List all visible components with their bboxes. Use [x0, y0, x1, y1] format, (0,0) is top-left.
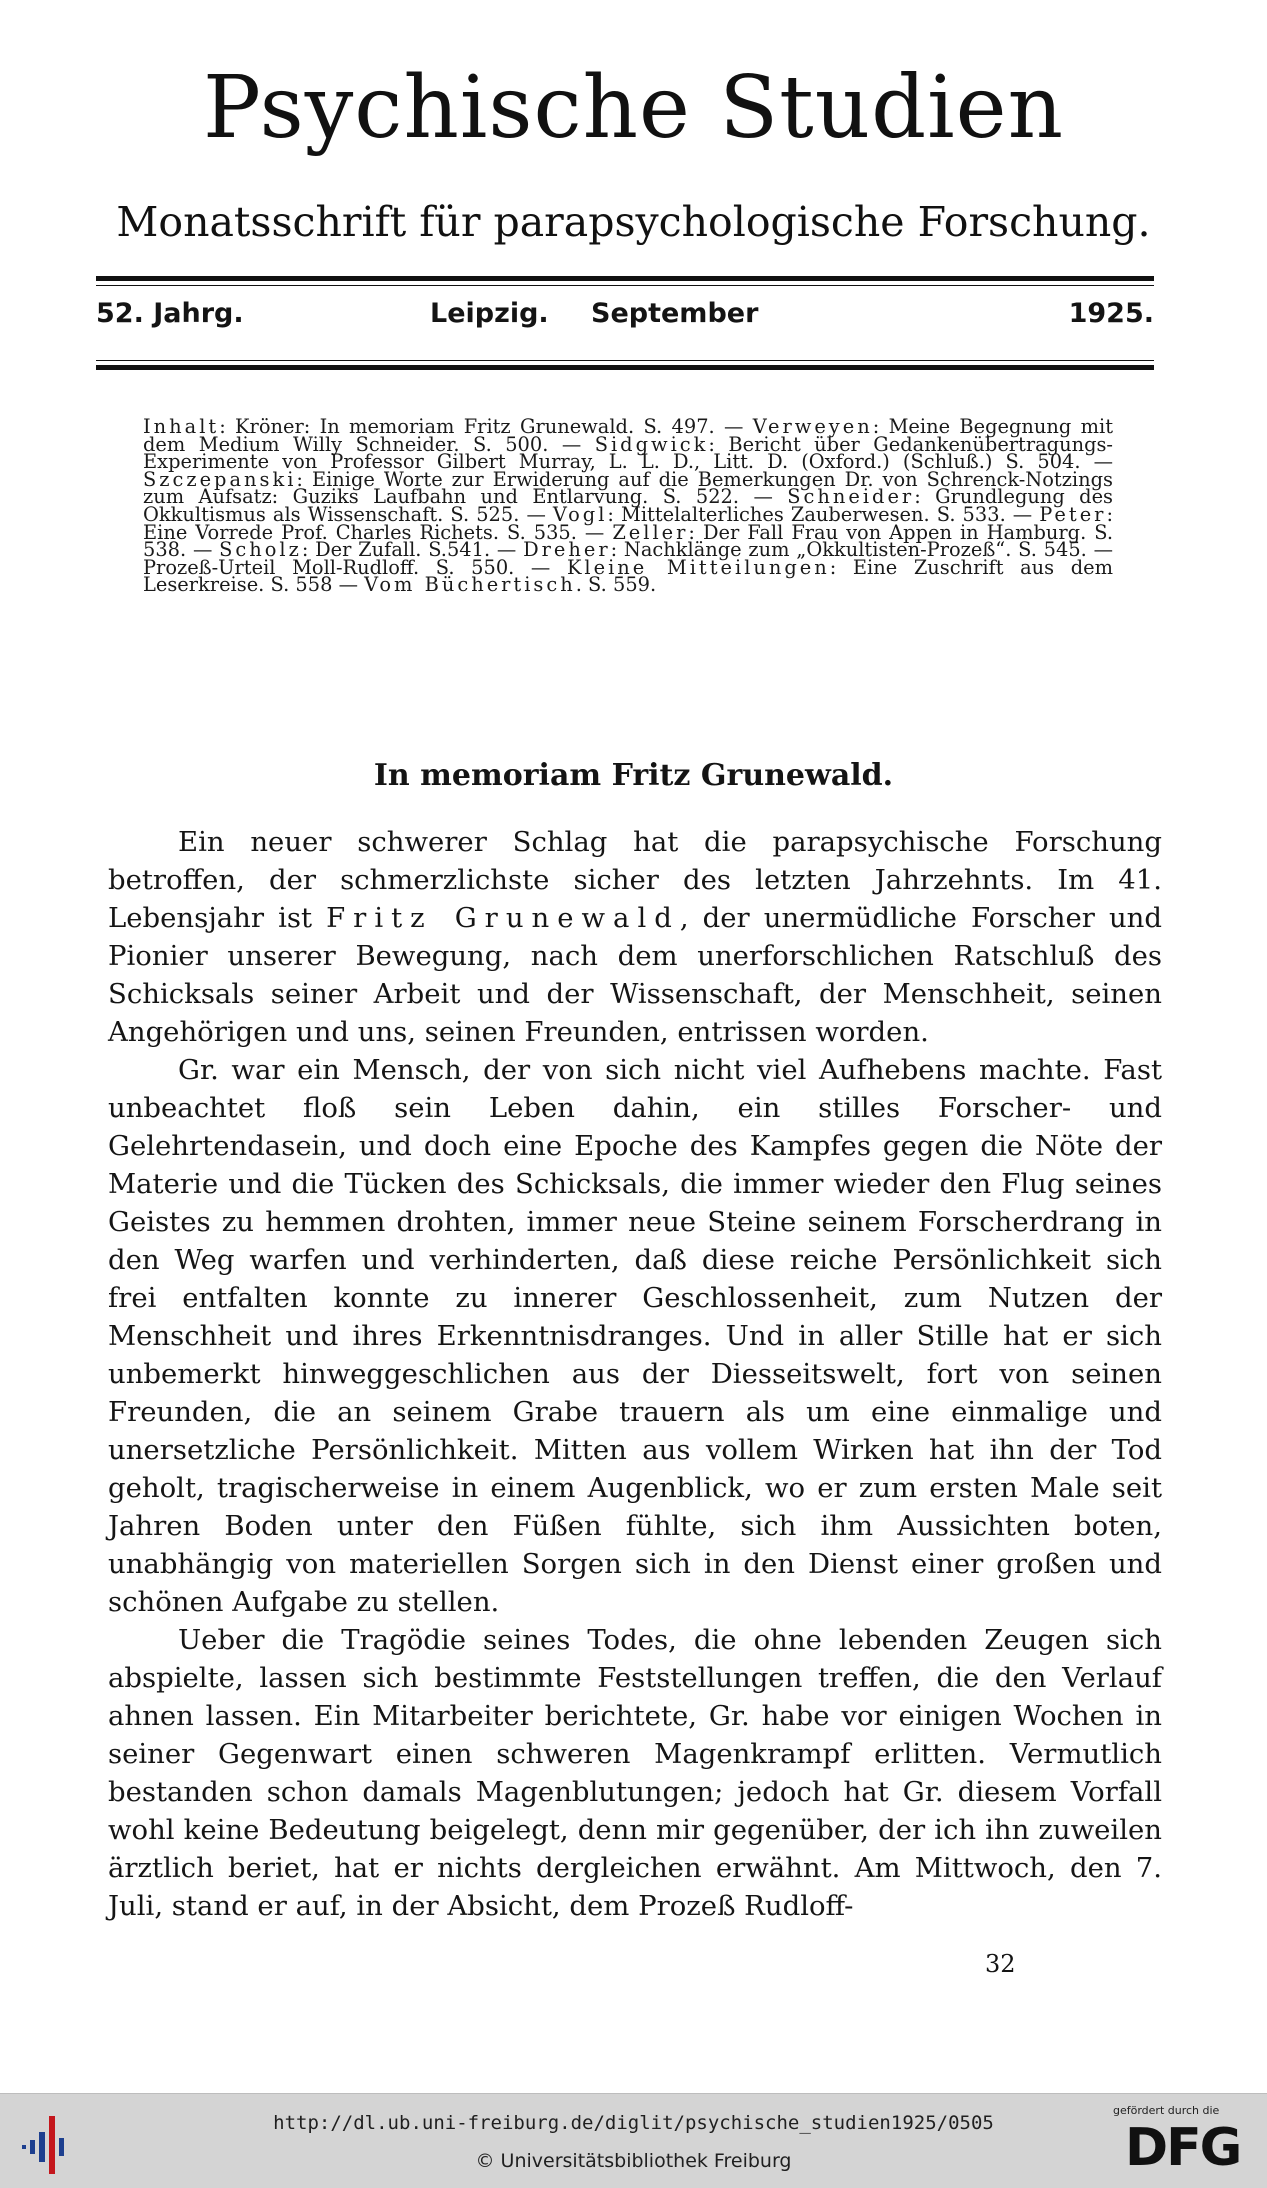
contents-text: : Kröner: In memoriam Fritz Grunewald. S. 497. — [219, 415, 753, 438]
paragraph-text: Ueber die Tragödie seines Todes, die ohne lebenden Zeugen sich abspielte, lassen sich bestimmte Feststellungen treffen, die den Verlauf ahnen lassen. Ein Mitarbeiter berichtete, Gr. habe vor einigen Wochen in seiner Gegenwart einen schweren Magenkrampf erlitten. Vermutlich bestanden schon damals Magenblutungen; jedoch hat Gr. diesem Vorfall wohl keine Bedeutung beigelegt, denn mir gegenüber, der ich ihn zuweilen ärztlich beriet, hat er nichts dergleichen erwähnt. Am Mittwoch, den 7. Juli, stand er auf, in der Absicht, dem Prozeß Rudloff- [108, 1624, 1162, 1922]
contents-author: Dreher [523, 538, 611, 562]
masthead-rule-thin-top [96, 285, 1154, 286]
contents-author: Sidgwick [594, 432, 709, 456]
dfg-note: gefördert durch die [1113, 2104, 1220, 2117]
spaced-name: Fritz Grunewald [326, 902, 680, 934]
paragraph-text: Gr. war ein Mensch, der von sich nicht viel Aufhebens machte. Fast unbeachtet floß sein Leben dahin, ein stilles Forscher- und Gelehrtendasein, und doch eine Epoche des Kampfes gegen die Nöte der Materie und die Tücken des Schicksals, die immer wieder den Flug seines Geistes zu hemmen drohten, immer neue Steine seinem Forscherdrang in den Weg warfen und verhinderten, daß diese reiche Persönlichkeit sich frei entfalten konnte zu innerer Geschlossenheit, zum Nutzen der Menschheit und ihres Erkenntnisdranges. Und in aller Stille hat er sich unbemerkt hinweggeschlichen aus der Diesseitswelt, fort von seinen Freunden, die an seinem Grabe trauern als um eine einmalige und unersetzliche Persönlichkeit. Mitten aus vollem Wirken hat ihn der Tod geholt, tragischerweise in einem Augenblick, wo er zum ersten Male seit Jahren Boden unter den Füßen fühlte, sich ihm Aussichten boten, unabhängig von materiellen Sorgen sich in den Dienst einer großen und schönen Aufgabe zu stellen. [108, 1054, 1162, 1618]
paragraph-text: Ein neuer schwerer Schlag hat die parapsychische Forschung betroffen, der schmerzlichste sicher des letzten Jahrzehnts. Im 41. Lebensjahr ist [108, 826, 1162, 934]
viewer-footer [0, 2093, 1267, 2188]
masthead-rule-thick-bottom [96, 365, 1154, 370]
contents-author: Vom Büchertisch [364, 573, 576, 597]
contents-author: Schneider [787, 485, 915, 509]
contents-author: Inhalt [143, 415, 220, 438]
contents-text: : Der Zufall. S.541. — [301, 538, 524, 562]
masthead-rule-thick-top [96, 276, 1154, 281]
contents-author: Zeller [612, 520, 689, 544]
contents-text: : Grundlegung des Okkultismus als Wissenschaft. S. 525. — [143, 485, 1113, 526]
contents-text: : Der Fall Frau von Appen in Hamburg. S. 538. — [143, 520, 1113, 562]
permalink-url[interactable]: http://dl.ub.uni-freiburg.de/diglit/psychische_studien1925/0505 [273, 2112, 994, 2134]
article-paragraph [108, 1621, 1162, 1925]
dfg-logo [1113, 2104, 1263, 2184]
contents-author: Kleine Mitteilungen [566, 555, 830, 579]
masthead-rule-thin-bottom [96, 360, 1154, 361]
place-label: Leipzig. [430, 298, 549, 329]
contents-text: : Bericht über Gedankenübertragungs-Experimente von Professor Gilbert Murray, L. L. D., Litt. D. (Oxford.) (Schluß.) S. 504. — [143, 432, 1113, 474]
year-label: 1925. [1068, 298, 1154, 329]
contents-text: : Eine Vorrede Prof. Charles Richets. S. 535. — [143, 502, 1113, 544]
article-body [108, 823, 1162, 1925]
paragraph-text: , der unermüdliche Forscher und Pionier unserer Bewegung, nach dem unerforschlichen Ratschluß des Schicksals seiner Arbeit und der Wissenschaft, der Menschheit, seinen Angehörigen und uns, seinen Freunden, entrissen worden. [108, 902, 1162, 1048]
copyright-notice: © Universitätsbibliothek Freiburg [475, 2150, 792, 2172]
contents-text: : Meine Begegnung mit dem Medium Willy Schneider. S. 500. — [143, 415, 1114, 456]
contents-text: : Nachklänge zum „Okkultisten-Prozeß“. S. 545. — Prozeß-Urteil Moll-Rudloff. S. 550. — [143, 538, 1113, 579]
contents-author: Scholz [219, 538, 302, 562]
table-of-contents [143, 415, 1114, 597]
article-paragraph [108, 823, 1162, 1051]
page-number: 32 [985, 1950, 1016, 1978]
contents-text: : Mittelalterliches Zauberwesen. S. 533. — [607, 502, 1040, 526]
contents-author: Peter [1039, 502, 1107, 526]
contents-author: Vogl [552, 502, 608, 526]
journal-subtitle: Monatsschrift für parapsychologische Forschung. [116, 198, 1151, 246]
journal-title: Psychische Studien [203, 58, 1064, 158]
volume-label: 52. Jahrg. [96, 298, 244, 329]
contents-text: : Eine Zuschrift aus dem Leserkreise. S. 558 — [143, 555, 1114, 597]
dateline [96, 298, 1154, 338]
contents-text: . S. 559. [575, 573, 657, 597]
contents-author: Szczepanski [143, 467, 297, 491]
article-title: In memoriam Fritz Grunewald. [373, 758, 894, 793]
article-paragraph [108, 1051, 1162, 1621]
dfg-wordmark: DFG [1125, 2118, 1241, 2178]
contents-author: Verweyen [752, 415, 873, 438]
month-label: September [591, 298, 759, 329]
contents-text: : Einige Worte zur Erwiderung auf die Bemerkungen Dr. von Schrenck-Notzings zum Aufsatz: Guziks Laufbahn und Entlarvung. S. 522. — [143, 467, 1113, 509]
